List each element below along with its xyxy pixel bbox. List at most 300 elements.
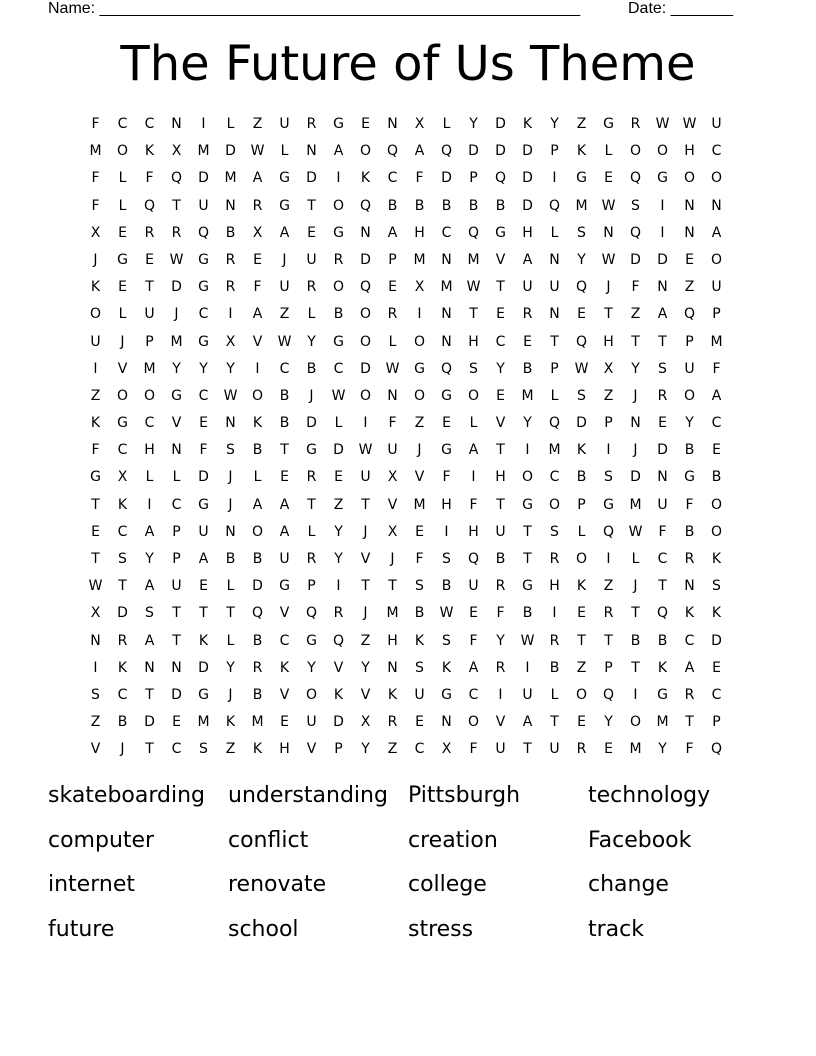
grid-letter: Q <box>251 605 264 622</box>
grid-letter: S <box>145 605 154 622</box>
grid-letter: T <box>496 442 505 459</box>
grid-letter: T <box>523 523 532 540</box>
grid-letter: H <box>441 496 452 513</box>
grid-letter: T <box>199 605 208 622</box>
grid-letter: Y <box>604 714 613 731</box>
grid-letter: G <box>306 442 317 459</box>
grid-letter: D <box>441 170 452 187</box>
grid-letter: V <box>90 741 101 758</box>
grid-letter: R <box>333 251 344 268</box>
grid-letter: Z <box>90 387 101 404</box>
grid-letter: N <box>171 659 182 676</box>
grid-letter: O <box>710 170 723 187</box>
grid-letter: G <box>603 496 614 513</box>
grid-letter: Z <box>360 632 371 649</box>
grid-letter: X <box>603 360 614 377</box>
grid-letter: X <box>90 224 101 241</box>
grid-letter: V <box>306 741 317 758</box>
grid-letter: O <box>251 523 264 540</box>
grid-letter: O <box>548 496 561 513</box>
grid-letter: D <box>306 415 317 432</box>
grid-letter: G <box>198 333 209 350</box>
grid-letter: W <box>601 197 616 214</box>
grid-letter: A <box>468 442 479 459</box>
grid-letter: S <box>415 659 424 676</box>
grid-letter: L <box>550 686 559 703</box>
grid-letter: N <box>225 523 236 540</box>
grid-letter: I <box>417 306 422 323</box>
grid-letter: N <box>387 387 398 404</box>
grid-letter: X <box>90 605 101 622</box>
grid-letter: J <box>606 279 611 296</box>
grid-letter: S <box>604 469 613 486</box>
grid-letter: Y <box>631 360 640 377</box>
grid-letter: G <box>657 686 668 703</box>
header-line <box>48 0 748 20</box>
grid-letter: E <box>334 469 343 486</box>
grid-letter: R <box>684 551 695 567</box>
grid-letter: D <box>630 251 641 268</box>
grid-letter: E <box>685 251 694 268</box>
grid-letter: N <box>387 659 398 676</box>
grid-letter: O <box>116 387 129 404</box>
grid-letter: O <box>710 251 723 268</box>
grid-letter: U <box>198 197 209 214</box>
grid-letter: O <box>467 714 480 731</box>
grid-letter: S <box>199 741 208 758</box>
grid-letter: A <box>522 714 533 731</box>
grid-letter: I <box>228 306 233 323</box>
grid-letter: U <box>414 686 425 703</box>
grid-letter: E <box>307 224 316 241</box>
grid-letter: U <box>711 116 722 132</box>
grid-letter: S <box>226 442 235 459</box>
grid-letter: T <box>172 632 181 649</box>
grid-letter: M <box>656 714 669 731</box>
grid-letter: A <box>468 659 479 676</box>
grid-letter: R <box>495 578 506 595</box>
grid-letter: W <box>466 279 481 296</box>
grid-letter: I <box>255 360 260 377</box>
grid-letter: A <box>279 496 290 513</box>
grid-letter: H <box>522 224 533 241</box>
grid-letter: L <box>226 116 235 132</box>
grid-letter: X <box>117 469 128 486</box>
grid-letter: G <box>414 360 425 377</box>
grid-letter: Y <box>226 360 235 377</box>
grid-letter: R <box>495 659 506 676</box>
grid-letter: D <box>495 143 506 160</box>
grid-letter: I <box>363 415 368 432</box>
grid-letter: Y <box>145 551 154 567</box>
word-list-item: conflict <box>228 827 309 853</box>
grid-letter: U <box>279 551 290 567</box>
grid-letter: Z <box>414 415 425 432</box>
grid-letter: B <box>522 360 533 377</box>
grid-letter: T <box>631 333 640 350</box>
grid-letter: B <box>252 632 263 649</box>
grid-letter: R <box>306 279 317 296</box>
grid-letter: L <box>469 415 478 432</box>
grid-letter: I <box>336 578 341 595</box>
grid-letter: T <box>685 714 694 731</box>
grid-letter: A <box>144 578 155 595</box>
grid-letter: F <box>91 442 100 459</box>
grid-letter: U <box>198 523 209 540</box>
grid-letter: T <box>577 632 586 649</box>
grid-letter: A <box>333 143 344 160</box>
grid-letter: Y <box>199 360 208 377</box>
grid-letter: M <box>629 496 642 513</box>
grid-letter: E <box>118 224 127 241</box>
grid-letter: M <box>629 741 642 758</box>
grid-letter: C <box>495 333 506 350</box>
grid-letter: Q <box>170 170 183 187</box>
grid-letter: W <box>682 116 697 132</box>
grid-letter: B <box>495 197 506 214</box>
grid-letter: D <box>333 442 344 459</box>
grid-letter: B <box>522 605 533 622</box>
grid-letter: B <box>279 387 290 404</box>
grid-letter: H <box>468 333 479 350</box>
grid-letter: B <box>252 686 263 703</box>
grid-letter: Z <box>603 387 614 404</box>
grid-letter: T <box>91 496 100 513</box>
grid-letter: Z <box>630 306 641 323</box>
grid-letter: T <box>604 306 613 323</box>
grid-letter: U <box>144 306 155 323</box>
grid-letter: G <box>522 578 533 595</box>
grid-letter: Q <box>197 224 210 241</box>
grid-letter: U <box>360 469 371 486</box>
grid-letter: A <box>144 523 155 540</box>
grid-letter: Q <box>575 279 588 296</box>
grid-letter: Y <box>334 523 343 540</box>
grid-letter: P <box>550 360 559 377</box>
grid-letter: U <box>711 279 722 296</box>
grid-letter: W <box>628 523 643 540</box>
grid-letter: L <box>226 632 235 649</box>
word-list-item: future <box>48 916 115 942</box>
grid-letter: V <box>360 686 371 703</box>
grid-letter: B <box>549 659 560 676</box>
grid-letter: K <box>117 659 128 676</box>
grid-letter: O <box>710 523 723 540</box>
grid-letter: K <box>684 605 695 622</box>
grid-letter: O <box>413 387 426 404</box>
grid-letter: E <box>442 415 451 432</box>
grid-letter: E <box>415 523 424 540</box>
grid-letter: O <box>467 387 480 404</box>
grid-letter: X <box>441 741 452 758</box>
grid-letter: R <box>171 224 182 241</box>
grid-letter: G <box>198 686 209 703</box>
grid-letter: T <box>145 279 154 296</box>
grid-letter: B <box>684 523 695 540</box>
grid-letter: D <box>468 143 479 160</box>
grid-letter: D <box>198 170 209 187</box>
grid-letter: B <box>117 714 128 731</box>
grid-letter: O <box>116 143 129 160</box>
grid-letter: X <box>225 333 236 350</box>
grid-letter: I <box>552 170 557 187</box>
grid-letter: J <box>174 306 179 323</box>
grid-letter: A <box>252 306 263 323</box>
grid-letter: C <box>441 224 452 241</box>
grid-letter: D <box>657 442 668 459</box>
grid-letter: W <box>223 387 238 404</box>
grid-letter: W <box>169 251 184 268</box>
grid-letter: R <box>522 306 533 323</box>
grid-letter: F <box>415 551 424 567</box>
grid-letter: N <box>684 197 695 214</box>
grid-letter: Q <box>710 741 723 758</box>
grid-letter: G <box>198 251 209 268</box>
grid-letter: T <box>145 741 154 758</box>
grid-letter: M <box>197 714 210 731</box>
grid-letter: Q <box>359 197 372 214</box>
grid-letter: K <box>576 143 587 160</box>
grid-letter: D <box>306 170 317 187</box>
word-list-item: internet <box>48 872 135 897</box>
grid-letter: Y <box>496 632 505 649</box>
grid-letter: N <box>684 578 695 595</box>
grid-letter: R <box>387 714 398 731</box>
word-list-item: change <box>588 872 669 897</box>
grid-letter: T <box>550 333 559 350</box>
grid-letter: V <box>495 415 506 432</box>
grid-letter: I <box>606 442 611 459</box>
grid-letter: K <box>90 279 101 296</box>
grid-letter: B <box>414 197 425 214</box>
grid-letter: F <box>469 632 478 649</box>
grid-letter: B <box>225 224 236 241</box>
grid-letter: G <box>279 197 290 214</box>
grid-letter: Q <box>440 360 453 377</box>
grid-letter: I <box>525 442 530 459</box>
grid-letter: T <box>307 197 316 214</box>
grid-letter: Q <box>656 605 669 622</box>
grid-letter: S <box>577 387 586 404</box>
grid-letter: O <box>359 306 372 323</box>
grid-letter: O <box>332 279 345 296</box>
grid-letter: B <box>252 551 263 567</box>
grid-letter: D <box>117 605 128 622</box>
grid-letter: L <box>145 469 154 486</box>
grid-letter: K <box>657 659 668 676</box>
grid-letter: X <box>414 279 425 296</box>
word-list-item: technology <box>588 783 711 808</box>
grid-letter: X <box>414 116 425 132</box>
grid-letter: N <box>630 415 641 432</box>
grid-letter: U <box>549 279 560 296</box>
grid-letter: K <box>387 686 398 703</box>
grid-letter: F <box>415 170 424 187</box>
word-list-item: stress <box>408 916 474 942</box>
grid-letter: A <box>198 551 209 567</box>
grid-letter: W <box>574 360 589 377</box>
grid-letter: L <box>118 306 127 323</box>
grid-letter: M <box>143 360 156 377</box>
grid-letter: S <box>577 224 586 241</box>
grid-letter: Q <box>386 143 399 160</box>
grid-letter: I <box>606 551 611 567</box>
grid-letter: G <box>333 116 344 132</box>
grid-letter: T <box>361 578 370 595</box>
grid-letter: P <box>145 333 154 350</box>
grid-letter: G <box>198 496 209 513</box>
grid-letter: B <box>711 469 722 486</box>
grid-letter: R <box>306 116 317 132</box>
grid-letter: C <box>414 741 425 758</box>
grid-letter: E <box>577 714 586 731</box>
grid-letter: C <box>333 360 344 377</box>
grid-letter: U <box>495 523 506 540</box>
grid-letter: U <box>684 360 695 377</box>
grid-letter: L <box>631 551 640 567</box>
grid-letter: T <box>496 496 505 513</box>
grid-letter: L <box>253 469 262 486</box>
grid-letter: I <box>93 659 98 676</box>
grid-letter: P <box>712 306 721 323</box>
grid-letter: D <box>630 469 641 486</box>
grid-letter: U <box>90 333 101 350</box>
grid-letter: R <box>603 605 614 622</box>
grid-letter: J <box>120 333 125 350</box>
grid-letter: L <box>307 306 316 323</box>
grid-letter: R <box>306 469 317 486</box>
grid-letter: X <box>387 523 398 540</box>
grid-letter: G <box>657 170 668 187</box>
grid-letter: H <box>144 442 155 459</box>
grid-letter: E <box>604 741 613 758</box>
grid-letter: S <box>469 360 478 377</box>
grid-letter: M <box>710 333 723 350</box>
grid-letter: Y <box>172 360 181 377</box>
grid-letter: Z <box>576 659 587 676</box>
grid-letter: T <box>523 741 532 758</box>
grid-letter: H <box>279 741 290 758</box>
grid-letter: K <box>252 741 263 758</box>
grid-letter: T <box>604 632 613 649</box>
grid-letter: P <box>577 496 586 513</box>
grid-letter: N <box>225 415 236 432</box>
grid-letter: T <box>469 306 478 323</box>
grid-letter: W <box>250 143 265 160</box>
grid-letter: K <box>414 632 425 649</box>
grid-letter: D <box>198 659 209 676</box>
grid-letter: T <box>631 659 640 676</box>
grid-letter: S <box>631 197 640 214</box>
grid-letter: R <box>225 251 236 268</box>
grid-letter: K <box>90 415 101 432</box>
grid-letter: C <box>171 741 182 758</box>
grid-letter: C <box>144 116 155 132</box>
grid-letter: P <box>550 143 559 160</box>
grid-letter: D <box>360 360 371 377</box>
grid-letter: G <box>117 251 128 268</box>
grid-letter: L <box>280 143 289 160</box>
grid-letter: D <box>657 251 668 268</box>
grid-letter: M <box>413 251 426 268</box>
grid-letter: G <box>333 224 344 241</box>
grid-letter: E <box>172 714 181 731</box>
grid-letter: A <box>657 306 668 323</box>
grid-letter: K <box>711 551 722 567</box>
grid-letter: A <box>684 659 695 676</box>
grid-letter: Q <box>305 605 318 622</box>
grid-letter: C <box>279 632 290 649</box>
grid-letter: F <box>685 496 694 513</box>
grid-letter: K <box>198 632 209 649</box>
grid-letter: C <box>468 686 479 703</box>
grid-letter: N <box>711 197 722 214</box>
grid-letter: I <box>147 496 152 513</box>
grid-letter: G <box>441 442 452 459</box>
grid-letter: D <box>711 632 722 649</box>
grid-letter: X <box>252 224 263 241</box>
grid-letter: Y <box>523 415 532 432</box>
grid-letter: F <box>658 523 667 540</box>
grid-letter: S <box>550 523 559 540</box>
grid-letter: I <box>444 523 449 540</box>
grid-letter: P <box>172 523 181 540</box>
grid-letter: Q <box>332 632 345 649</box>
grid-letter: K <box>576 578 587 595</box>
grid-letter: J <box>363 605 368 622</box>
grid-letter: E <box>415 714 424 731</box>
grid-letter: K <box>522 116 533 132</box>
grid-letter: R <box>549 632 560 649</box>
grid-letter: C <box>549 469 560 486</box>
grid-letter: K <box>225 714 236 731</box>
grid-letter: B <box>495 551 506 567</box>
grid-letter: G <box>306 632 317 649</box>
grid-letter: S <box>442 551 451 567</box>
grid-letter: E <box>523 333 532 350</box>
grid-letter: D <box>171 279 182 296</box>
grid-letter: G <box>279 578 290 595</box>
grid-letter: V <box>360 551 371 567</box>
grid-letter: C <box>117 116 128 132</box>
grid-letter: U <box>279 116 290 132</box>
grid-letter: K <box>441 659 452 676</box>
grid-letter: B <box>468 197 479 214</box>
grid-letter: G <box>171 387 182 404</box>
grid-letter: R <box>117 632 128 649</box>
grid-letter: L <box>577 523 586 540</box>
grid-letter: Q <box>548 415 561 432</box>
word-list-item: renovate <box>228 872 327 897</box>
grid-letter: D <box>333 714 344 731</box>
grid-letter: G <box>117 415 128 432</box>
grid-letter: H <box>414 224 425 241</box>
grid-letter: R <box>306 551 317 567</box>
grid-letter: B <box>441 197 452 214</box>
grid-letter: M <box>467 251 480 268</box>
grid-letter: O <box>89 306 102 323</box>
name-field-label: Name: ______________________________________________________ <box>48 0 581 17</box>
grid-letter: B <box>684 442 695 459</box>
grid-letter: U <box>171 578 182 595</box>
grid-letter: T <box>307 496 316 513</box>
grid-letter: D <box>522 143 533 160</box>
grid-letter: V <box>495 251 506 268</box>
grid-letter: I <box>525 659 530 676</box>
grid-letter: U <box>495 741 506 758</box>
grid-letter: O <box>359 143 372 160</box>
grid-letter: O <box>629 714 642 731</box>
